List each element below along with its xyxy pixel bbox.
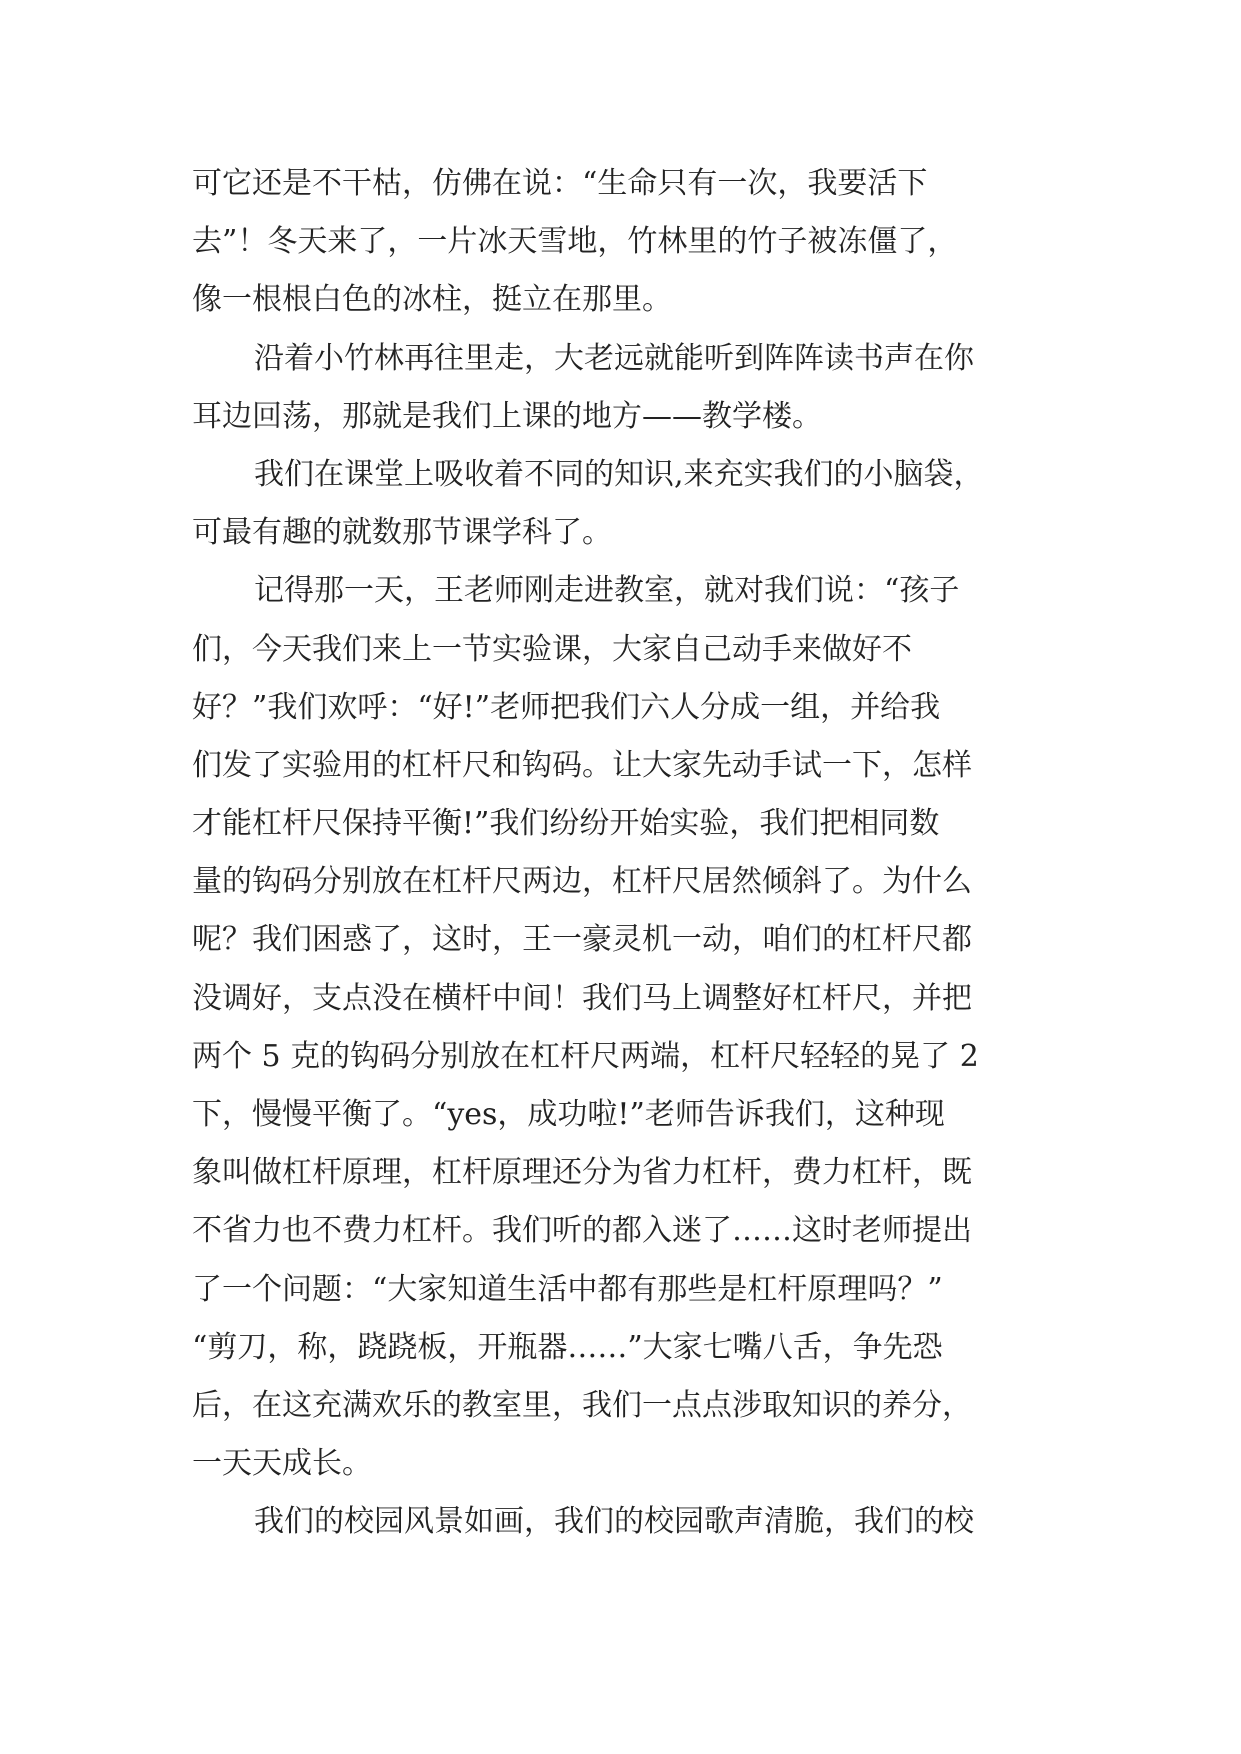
text-line: 才能杠杆尺保持平衡!”我们纷纷开始实验，我们把相同数 [192, 806, 940, 842]
text-line: 了一个问题：“大家知道生活中都有那些是杠杆原理吗？” [192, 1271, 943, 1307]
text-line: 好？”我们欢呼：“好!”老师把我们六人分成一组，并给我 [192, 689, 941, 725]
text-line: 不省力也不费力杠杆。我们听的都入迷了……这时老师提出 [192, 1213, 972, 1249]
paragraph-first-line: 记得那一天，王老师刚走进教室，就对我们说：“孩子 [254, 573, 960, 609]
text-line: 呢？我们困惑了，这时，王一豪灵机一动，咱们的杠杆尺都 [192, 922, 972, 958]
text-line: 象叫做杠杆原理，杠杆原理还分为省力杠杆，费力杠杆，既 [192, 1155, 972, 1191]
text-line: 一天天成长。 [192, 1446, 372, 1482]
text-line: 耳边回荡，那就是我们上课的地方——教学楼。 [192, 398, 822, 434]
text-line: 像一根根白色的冰柱，挺立在那里。 [192, 282, 672, 318]
text-line: 去”！冬天来了，一片冰天雪地，竹林里的竹子被冻僵了， [192, 224, 958, 260]
text-line: 两个 5 克的钩码分别放在杠杆尺两端，杠杆尺轻轻的晃了 2 [192, 1038, 979, 1074]
paragraph-first-line: 沿着小竹林再往里走，大老远就能听到阵阵读书声在你 [254, 340, 974, 376]
text-line: 们，今天我们来上一节实验课，大家自己动手来做好不 [192, 631, 912, 667]
text-line: 可最有趣的就数那节课学科了。 [192, 515, 612, 551]
paragraph-first-line: 我们的校园风景如画，我们的校园歌声清脆，我们的校 [254, 1504, 974, 1540]
text-line: 没调好，支点没在横杆中间！我们马上调整好杠杆尺，并把 [192, 980, 972, 1016]
text-line: 可它还是不干枯，仿佛在说：“生命只有一次，我要活下 [192, 166, 928, 201]
paragraph-first-line: 我们在课堂上吸收着不同的知识,来充实我们的小脑袋， [254, 456, 984, 492]
text-line: 量的钩码分别放在杠杆尺两边，杠杆尺居然倾斜了。为什么 [192, 864, 972, 900]
text-line: 们发了实验用的杠杆尺和钩码。让大家先动手试一下，怎样 [192, 747, 972, 783]
body-text [192, 163, 1064, 1560]
text-line: “剪刀，称，跷跷板，开瓶器……”大家七嘴八舌，争先恐 [192, 1329, 943, 1365]
text-line: 后，在这充满欢乐的教室里，我们一点点涉取知识的养分， [192, 1387, 972, 1423]
text-line: 下，慢慢平衡了。“yes，成功啦!”老师告诉我们，这种现 [192, 1097, 945, 1132]
